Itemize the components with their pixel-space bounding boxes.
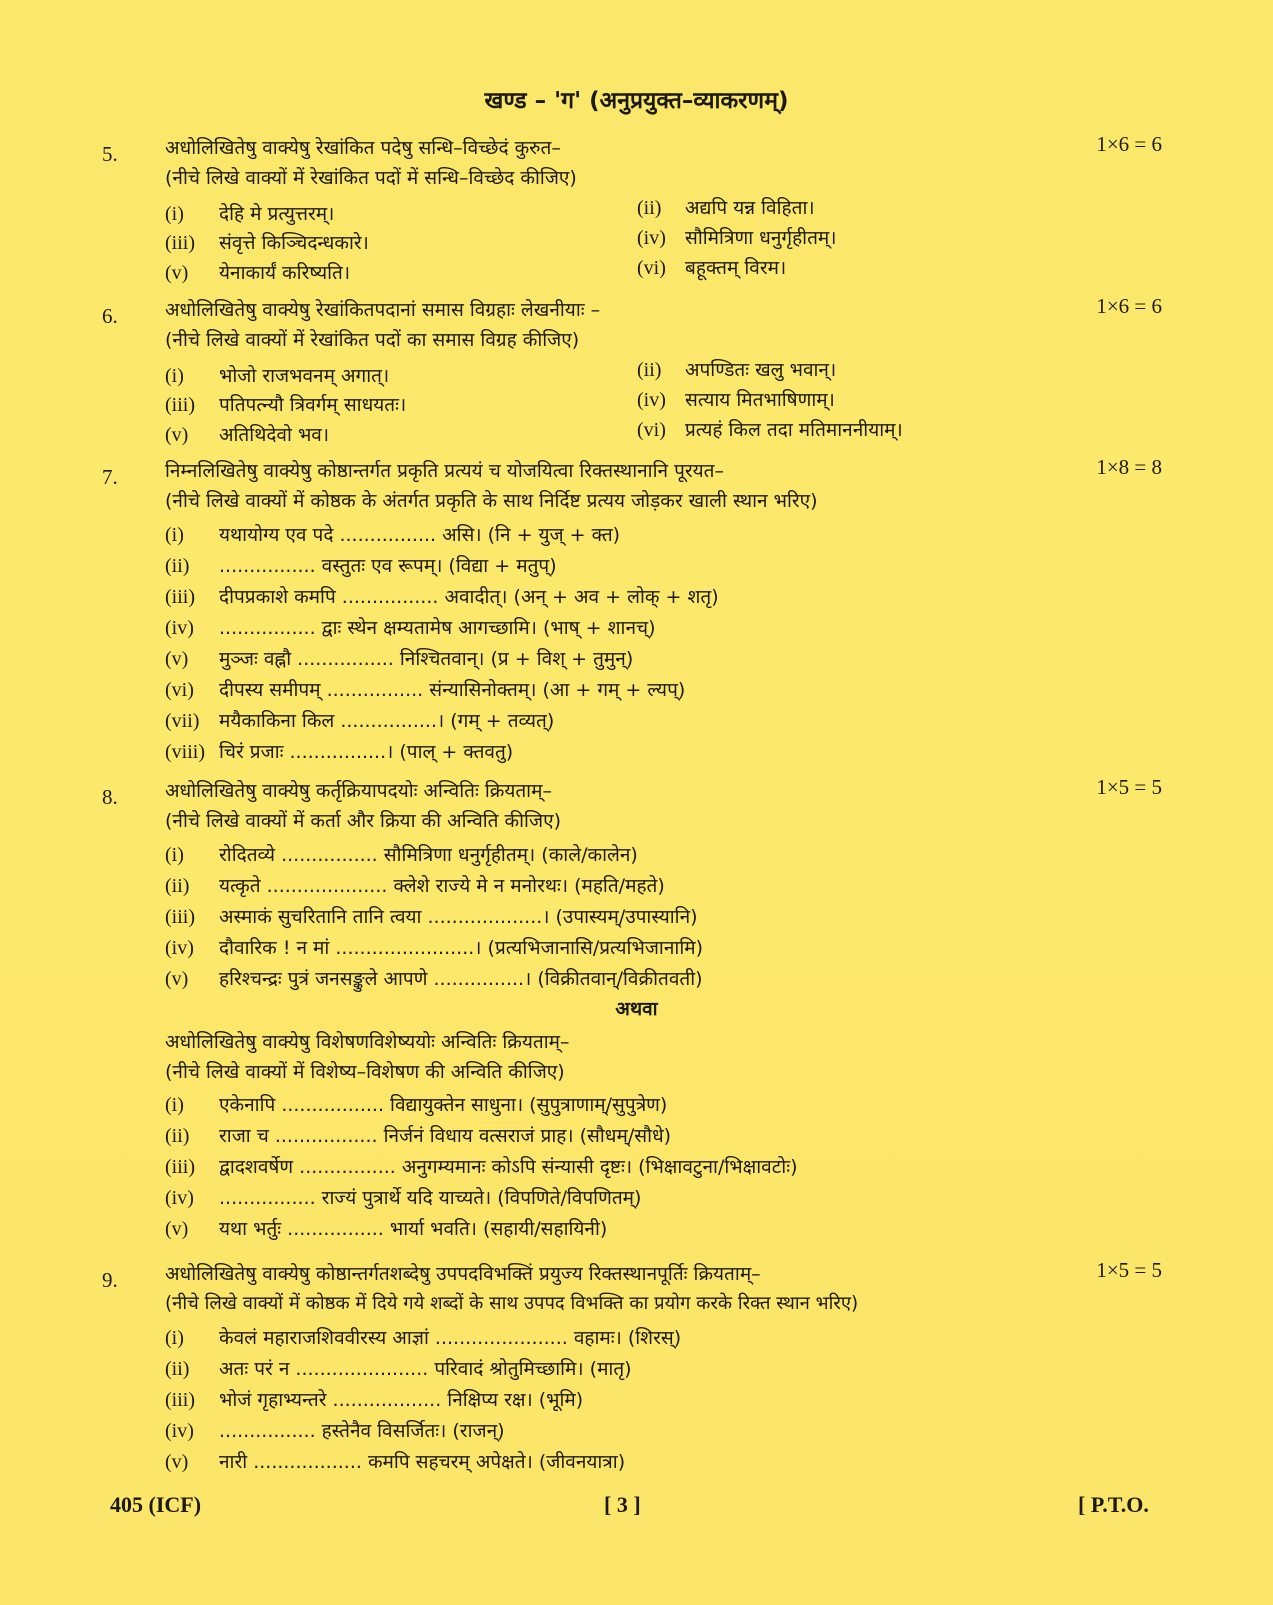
list-item: (v) नारी .................. कमपि सहचरम् अपेक्षते। (जीवनयात्रा) bbox=[165, 1451, 626, 1473]
instruction-hindi: (नीचे लिखे वाक्यों में रेखांकित पदों में सन्धि–विच्छेद कीजिए) bbox=[165, 167, 577, 189]
list-item: (iv) ................ द्वाः स्थेन क्षम्यतामेष आगच्छामि। (भाष् + शानच्) bbox=[165, 617, 656, 639]
marks: 1×6 = 6 bbox=[1096, 294, 1162, 318]
list-item: (ii) अद्यपि यन्न विहिता। bbox=[637, 197, 815, 219]
instruction: अधोलिखितेषु वाक्येषु रेखांकितपदानां समास विग्रहाः लेखनीयाः – bbox=[165, 299, 601, 321]
list-item: (iii) संवृत्ते किञ्चिदन्धकारे। bbox=[165, 232, 369, 254]
list-item: (ii) राजा च ................. निर्जनं विधाय वत्सराजं प्राह। (सौधम्/सौधे) bbox=[165, 1125, 672, 1147]
list-item: (iii) अस्माकं सुचरितानि तानि त्वया ...................। (उपास्यम्/उपास्यानि) bbox=[165, 906, 698, 928]
list-item: (iii) भोजं गृहाभ्यन्तरे .................. निक्षिप्य रक्ष। (भूमि) bbox=[165, 1389, 584, 1411]
instruction-hindi: (नीचे लिखे वाक्यों में कोष्ठक में दिये गये शब्दों के साथ उपपद विभक्ति का प्रयोग करके रिक्त स्थान भरिए) bbox=[165, 1293, 859, 1314]
list-item: (iv) सत्याय मितभाषिणाम्। bbox=[637, 389, 835, 411]
question-number: 6. bbox=[102, 304, 118, 328]
list-item: (v) अतिथिदेवो भव। bbox=[165, 424, 330, 446]
list-item: (vii) मयैकाकिना किल ................। (गम् + तव्यत्) bbox=[165, 710, 555, 732]
instruction: निम्नलिखितेषु वाक्येषु कोष्ठान्तर्गत प्रकृति प्रत्ययं च योजयित्वा रिक्तस्थानानि पूरयत– bbox=[165, 460, 724, 482]
instruction-hindi: (नीचे लिखे वाक्यों में विशेष्य–विशेषण की अन्विति कीजिए) bbox=[165, 1061, 565, 1083]
list-item: (i) रोदितव्ये ................ सौमित्रिणा धनुर्गृहीतम्। (काले/कालेन) bbox=[165, 844, 638, 866]
list-item: (ii) अपण्डितः खलु भवान्। bbox=[637, 359, 837, 381]
instruction: अधोलिखितेषु वाक्येषु कर्तृक्रियापदयोः अन्वितिः क्रियताम्– bbox=[165, 780, 552, 802]
instruction-hindi: (नीचे लिखे वाक्यों में कोष्ठक के अंतर्गत प्रकृति के साथ निर्दिष्ट प्रत्यय जोड़कर खाली स्थान भरिए) bbox=[165, 490, 818, 512]
list-item: (v) यथा भर्तुः ................ भार्या भवति। (सहायी/सहायिनी) bbox=[165, 1218, 608, 1240]
marks: 1×5 = 5 bbox=[1096, 1258, 1162, 1282]
instruction-hindi: (नीचे लिखे वाक्यों में कर्ता और क्रिया की अन्विति कीजिए) bbox=[165, 810, 562, 832]
section-title: खण्ड – 'ग' (अनुप्रयुक्त–व्याकरणम्) bbox=[484, 88, 789, 114]
pto-label: [ P.T.O. bbox=[1078, 1492, 1149, 1517]
instruction-hindi: (नीचे लिखे वाक्यों में रेखांकित पदों का समास विग्रह कीजिए) bbox=[165, 329, 580, 351]
list-item: (vi) प्रत्यहं किल तदा मतिमाननीयाम्। bbox=[637, 419, 903, 441]
list-item: (ii) ................ वस्तुतः एव रूपम्। (विद्या + मतुप्) bbox=[165, 555, 557, 577]
instruction: अधोलिखितेषु वाक्येषु कोष्ठान्तर्गतशब्देषु उपपदविभक्तिं प्रयुज्य रिक्तस्थानपूर्तिः क्रियताम्– bbox=[165, 1263, 761, 1285]
question-number: 8. bbox=[102, 785, 118, 809]
list-item: (iv) ................ हस्तेनैव विसर्जितः। (राजन्) bbox=[165, 1420, 505, 1442]
question-number: 7. bbox=[102, 465, 118, 489]
list-item: (iii) पतिपत्न्यौ त्रिवर्गम् साधयतः। bbox=[165, 394, 407, 416]
marks: 1×6 = 6 bbox=[1096, 132, 1162, 156]
instruction: अधोलिखितेषु वाक्येषु रेखांकित पदेषु सन्धि–विच्छेदं कुरुत– bbox=[165, 137, 561, 159]
instruction: अधोलिखितेषु वाक्येषु विशेषणविशेष्ययोः अन्वितिः क्रियताम्– bbox=[165, 1031, 570, 1053]
list-item: (vi) बहूक्तम् विरम। bbox=[637, 257, 787, 279]
list-item: (i) भोजो राजभवनम् अगात्। bbox=[165, 365, 390, 387]
list-item: (i) केवलं महाराजशिववीरस्य आज्ञां ...................... वहामः। (शिरस्) bbox=[165, 1327, 682, 1349]
marks: 1×8 = 8 bbox=[1096, 455, 1162, 479]
page-number: [ 3 ] bbox=[604, 1492, 641, 1517]
list-item: (iv) ................ राज्यं पुत्रार्थे यदि याच्यते। (विपणिते/विपणितम्) bbox=[165, 1187, 642, 1209]
list-item: (v) येनाकार्यं करिष्यति। bbox=[165, 262, 351, 284]
marks: 1×5 = 5 bbox=[1096, 775, 1162, 799]
list-item: (i) यथायोग्य एव पदे ................ असि। (नि + युज् + क्त) bbox=[165, 524, 621, 546]
question-number: 5. bbox=[102, 142, 118, 166]
list-item: (vi) दीपस्य समीपम् ................ संन्यासिनोक्तम्। (आ + गम् + ल्यप्) bbox=[165, 679, 686, 701]
list-item: (iv) सौमित्रिणा धनुर्गृहीतम्। bbox=[637, 227, 837, 249]
list-item: (i) देहि मे प्रत्युत्तरम्। bbox=[165, 203, 335, 225]
list-item: (iv) दौवारिक ! न मां .......................। (प्रत्यभिजानासि/प्रत्यभिजानामि) bbox=[165, 937, 704, 959]
list-item: (ii) यत्कृते .................... क्लेशे राज्ये मे न मनोरथः। (महति/महते) bbox=[165, 875, 665, 897]
list-item: (i) एकेनापि ................. विद्यायुक्तेन साधुना। (सुपुत्राणाम्/सुपुत्रेण) bbox=[165, 1094, 668, 1116]
paper-code: 405 (ICF) bbox=[110, 1492, 202, 1517]
list-item: (viii) चिरं प्रजाः ................। (पाल् + क्तवतु) bbox=[165, 741, 514, 763]
or-divider: अथवा bbox=[615, 998, 658, 1020]
list-item: (ii) अतः परं न ...................... परिवादं श्रोतुमिच्छामि। (मातृ) bbox=[165, 1358, 632, 1380]
list-item: (iii) दीपप्रकाशे कमपि ................ अवादीत्। (अन् + अव + लोक् + शतृ) bbox=[165, 586, 719, 608]
list-item: (v) हरिश्चन्द्रः पुत्रं जनसङ्कुले आपणे ...............। (विक्रीतवान्/विक्रीतवती) bbox=[165, 968, 703, 990]
list-item: (v) मुञ्जः वह्नौ ................ निश्चितवान्। (प्र + विश् + तुमुन्) bbox=[165, 648, 634, 670]
list-item: (iii) द्वादशवर्षेण ................ अनुगम्यमानः कोऽपि संन्यासी दृष्टः। (भिक्षावटुना/भिक्षावटोः) bbox=[165, 1156, 798, 1178]
question-number: 9. bbox=[102, 1268, 118, 1292]
